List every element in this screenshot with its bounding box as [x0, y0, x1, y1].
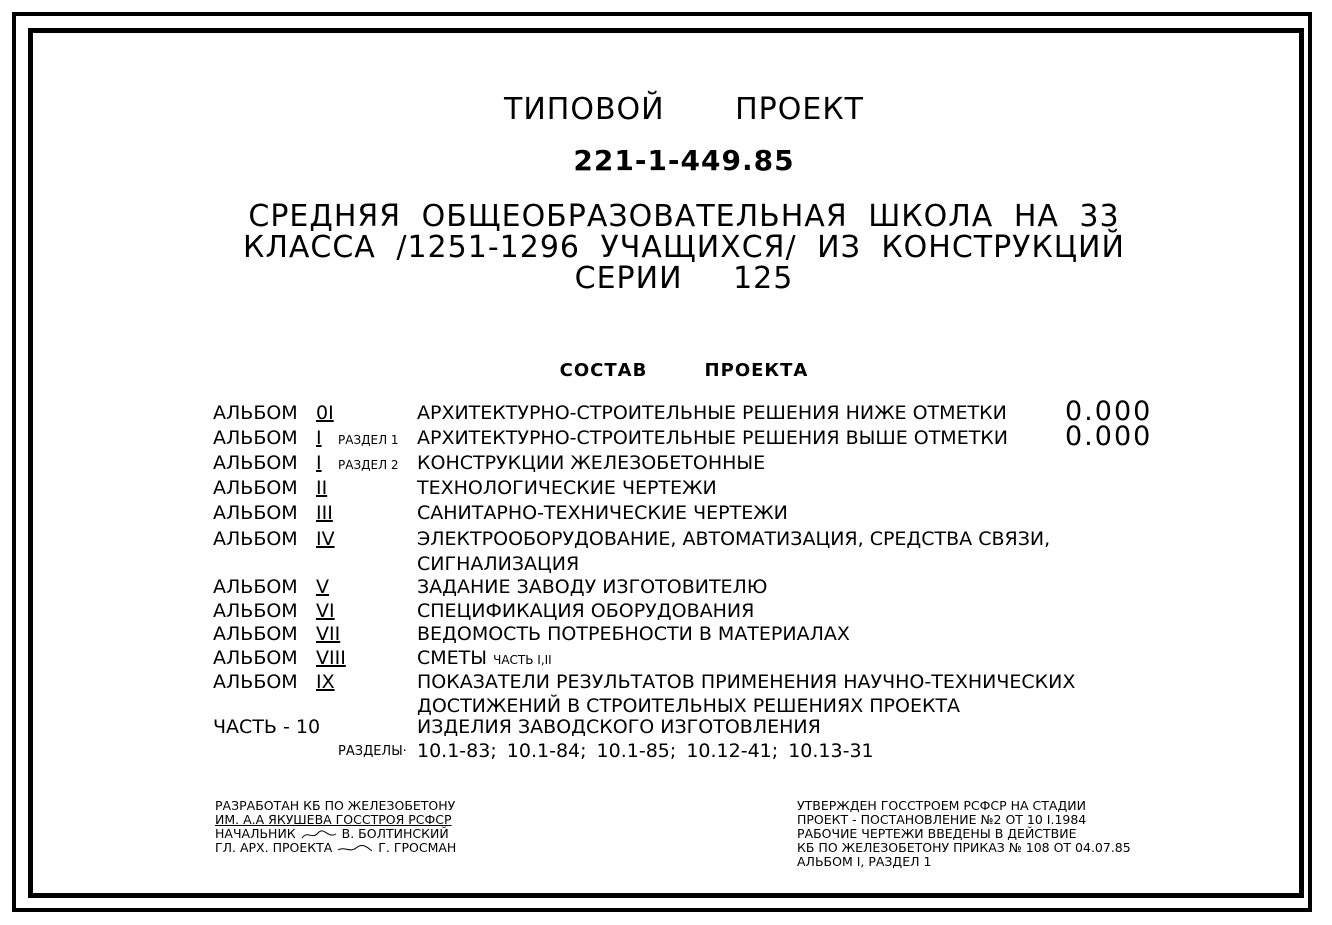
album-label: ЧАСТЬ - 10	[213, 716, 321, 738]
chief-name: В. БОЛТИНСКИЙ	[341, 826, 449, 841]
footer-right-line1: УТВЕРЖДЕН ГОССТРОЕМ РСФСР НА СТАДИИ	[797, 798, 1086, 813]
signature-2	[336, 844, 374, 854]
album-description-group	[417, 647, 552, 669]
composition-heading: СОСТАВ ПРОЕКТА	[559, 360, 809, 381]
footer-left-line1: РАЗРАБОТАН КБ ПО ЖЕЛЕЗОБЕТОНУ	[215, 798, 456, 813]
footer-left-line2: ИМ. А.А ЯКУШЕВА ГОССТРОЯ РСФСР	[215, 812, 452, 827]
album-number: I	[316, 452, 322, 474]
album-number: V	[316, 576, 329, 598]
footer-left	[215, 799, 456, 855]
album-description: АРХИТЕКТУРНО-СТРОИТЕЛЬНЫЕ РЕШЕНИЯ НИЖЕ ОТМЕТКИ	[417, 402, 1007, 424]
elevation-mark: 0.000	[1065, 396, 1153, 427]
album-number: VII	[316, 623, 341, 645]
album-number: II	[316, 477, 328, 499]
footer-right-line3: РАБОЧИЕ ЧЕРТЕЖИ ВВЕДЕНЫ В ДЕЙСТВИЕ	[797, 826, 1077, 841]
album-number: VIII	[316, 647, 346, 669]
album-label: АЛЬБОМ	[213, 647, 298, 669]
section-label: РАЗДЕЛ 1	[338, 433, 399, 447]
footer-right-line2: ПРОЕКТ - ПОСТАНОВЛЕНИЕ №2 ОТ 10 I.1984	[797, 812, 1087, 827]
footer-right-line4: КБ ПО ЖЕЛЕЗОБЕТОНУ ПРИКАЗ № 108 ОТ 04.07.85	[797, 840, 1131, 855]
album-number: IV	[316, 528, 335, 550]
album-description: ПОКАЗАТЕЛИ РЕЗУЛЬТАТОВ ПРИМЕНЕНИЯ НАУЧНО-ТЕХНИЧЕСКИХ	[417, 671, 1076, 693]
album-label: АЛЬБОМ	[213, 452, 298, 474]
footer-right	[797, 799, 1131, 869]
project-name-line1: СРЕДНЯЯ ОБЩЕОБРАЗОВАТЕЛЬНАЯ ШКОЛА НА 33	[248, 199, 1120, 234]
composition-row	[0, 477, 1332, 501]
album-description: ЗАДАНИЕ ЗАВОДУ ИЗГОТОВИТЕЛЮ	[417, 576, 768, 598]
composition-row	[0, 623, 1332, 647]
elevation-mark: 0.000	[1065, 421, 1153, 452]
album-description: ЭЛЕКТРООБОРУДОВАНИЕ, АВТОМАТИЗАЦИЯ, СРЕДСТВА СВЯЗИ,	[417, 528, 1051, 550]
sections-value: 10.1-83; 10.1-84; 10.1-85; 10.12-41; 10.13-31	[417, 740, 874, 762]
project-name-line2: КЛАССА /1251-1296 УЧАЩИХСЯ/ ИЗ КОНСТРУКЦИЙ	[243, 230, 1125, 265]
album-number: III	[316, 502, 333, 524]
composition-row	[0, 502, 1332, 526]
signature-1	[300, 830, 338, 840]
composition-row	[0, 600, 1332, 624]
album-description: КОНСТРУКЦИИ ЖЕЛЕЗОБЕТОННЫЕ	[417, 452, 766, 474]
composition-row	[0, 553, 1332, 577]
album-description: ДОСТИЖЕНИЙ В СТРОИТЕЛЬНЫХ РЕШЕНИЯХ ПРОЕКТА	[417, 695, 961, 717]
chief-architect-name: Г. ГРОСМАН	[378, 840, 457, 855]
album-description: АРХИТЕКТУРНО-СТРОИТЕЛЬНЫЕ РЕШЕНИЯ ВЫШЕ ОТМЕТКИ	[417, 427, 1009, 449]
document-title: ТИПОВОЙ ПРОЕКТ	[504, 92, 864, 127]
album-number: I	[316, 427, 322, 449]
album-label: АЛЬБОМ	[213, 576, 298, 598]
album-label: АЛЬБОМ	[213, 502, 298, 524]
album-description: ВЕДОМОСТЬ ПОТРЕБНОСТИ В МАТЕРИАЛАХ	[417, 623, 850, 645]
sections-label: РАЗДЕЛЫ·	[338, 744, 407, 759]
album-label: АЛЬБОМ	[213, 623, 298, 645]
chief-architect-label: ГЛ. АРХ. ПРОЕКТА	[215, 840, 333, 855]
album-description: ИЗДЕЛИЯ ЗАВОДСКОГО ИЗГОТОВЛЕНИЯ	[417, 716, 821, 738]
album-description: СМЕТЫ	[417, 647, 488, 669]
album-number: VI	[316, 600, 335, 622]
composition-row	[0, 528, 1332, 552]
album-number: IX	[316, 671, 335, 693]
composition-row	[0, 576, 1332, 600]
footer-left-line3	[215, 827, 456, 841]
album-label: АЛЬБОМ	[213, 528, 298, 550]
album-description: САНИТАРНО-ТЕХНИЧЕСКИЕ ЧЕРТЕЖИ	[417, 502, 788, 524]
album-description: СИГНАЛИЗАЦИЯ	[417, 553, 580, 575]
composition-row	[0, 671, 1332, 695]
album-label: АЛЬБОМ	[213, 671, 298, 693]
composition-row	[0, 716, 1332, 740]
album-parts: ЧАСТЬ I,II	[493, 653, 552, 667]
composition-row	[0, 452, 1332, 476]
album-description: СПЕЦИФИКАЦИЯ ОБОРУДОВАНИЯ	[417, 600, 755, 622]
section-label: РАЗДЕЛ 2	[338, 458, 399, 472]
footer-right-line5: АЛЬБОМ I, РАЗДЕЛ 1	[797, 854, 932, 869]
album-description: ТЕХНОЛОГИЧЕСКИЕ ЧЕРТЕЖИ	[417, 477, 717, 499]
project-number: 221-1-449.85	[573, 144, 795, 177]
footer-left-line4	[215, 841, 456, 855]
project-name-line3: СЕРИИ 125	[574, 261, 794, 296]
composition-row	[0, 647, 1332, 671]
album-label: АЛЬБОМ	[213, 402, 298, 424]
chief-label: НАЧАЛЬНИК	[215, 826, 296, 841]
album-number: 0I	[316, 402, 334, 424]
album-label: АЛЬБОМ	[213, 427, 298, 449]
album-label: АЛЬБОМ	[213, 477, 298, 499]
composition-row	[0, 421, 1332, 452]
album-label: АЛЬБОМ	[213, 600, 298, 622]
